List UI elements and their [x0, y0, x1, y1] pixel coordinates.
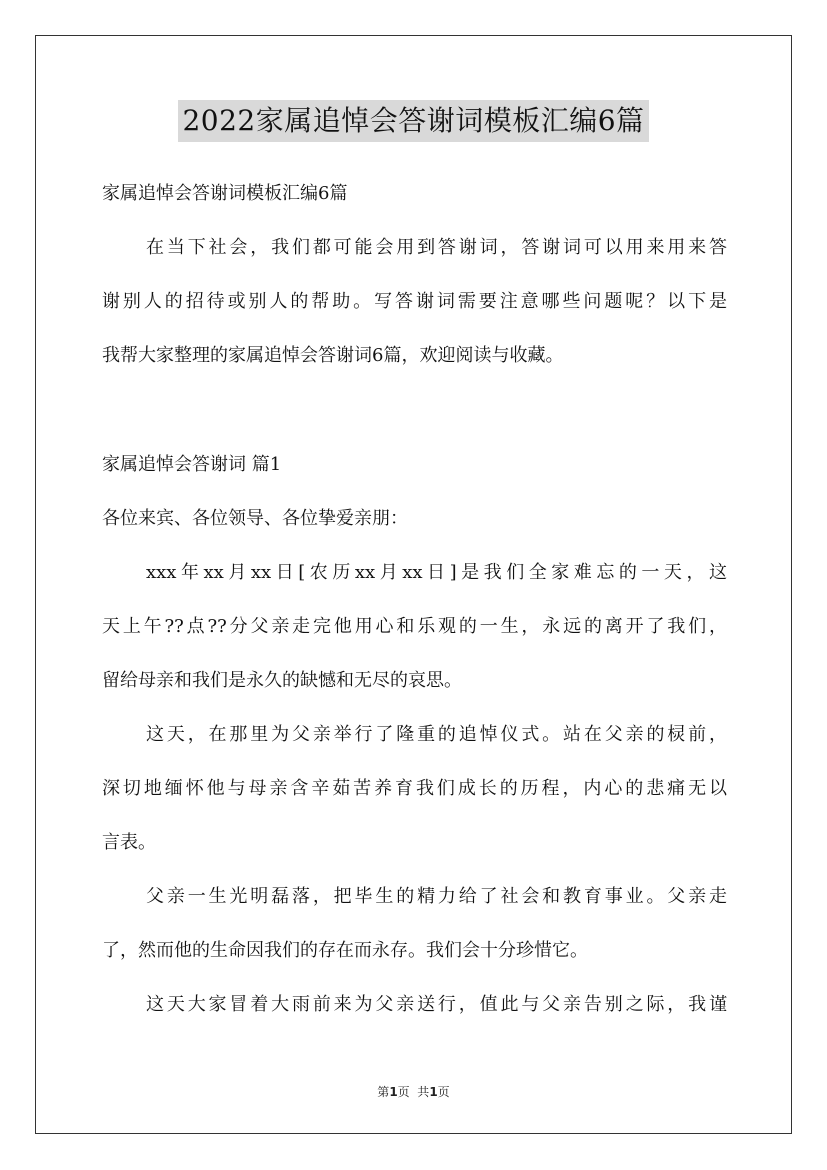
paragraph-2-line-1: 这天，在那里为父亲举行了隆重的追悼仪式。站在父亲的棂前，: [146, 724, 727, 745]
section-heading: 家属追悼会答谢词 篇1: [102, 454, 282, 475]
paragraph-2-line-3: 言表。: [102, 832, 156, 853]
paragraph-1-line-3: 留给母亲和我们是永久的缺憾和无尽的哀思。: [102, 670, 462, 691]
footer-mid: 页 共: [397, 1085, 430, 1099]
document-title: 2022家属追悼会答谢词模板汇编6篇: [178, 100, 648, 142]
paragraph-3-line-1: 父亲一生光明磊落，把毕生的精力给了社会和教育事业。父亲走: [146, 886, 727, 907]
paragraph-1-line-2: 天上午??点??分父亲走完他用心和乐观的一生，永远的离开了我们，: [102, 616, 727, 637]
salutation: 各位来宾、各位领导、各位挚爱亲朋：: [102, 508, 408, 529]
footer-page-total: 1: [429, 1085, 438, 1099]
intro-line-2: 谢别人的招待或别人的帮助。写答谢词需要注意哪些问题呢？以下是: [102, 291, 727, 312]
paragraph-3-line-2: 了，然而他的生命因我们的存在而永存。我们会十分珍惜它。: [102, 940, 588, 961]
page-footer: [0, 1084, 827, 1100]
title-container: [0, 100, 827, 142]
paragraph-2-line-2: 深切地缅怀他与母亲含辛茹苦养育我们成长的历程，内心的悲痛无以: [102, 778, 727, 799]
intro-line-3: 我帮大家整理的家属追悼会答谢词6篇，欢迎阅读与收藏。: [102, 345, 564, 366]
footer-page-current: 1: [389, 1085, 398, 1099]
paragraph-1-line-1: xxx年xx月xx日[农历xx月xx日]是我们全家难忘的一天，这: [146, 562, 727, 583]
paragraph-4-line-1: 这天大家冒着大雨前来为父亲送行，值此与父亲告别之际，我谨: [146, 994, 727, 1015]
intro-line-1: 在当下社会，我们都可能会用到答谢词，答谢词可以用来用来答: [146, 237, 727, 258]
footer-prefix: 第: [377, 1085, 390, 1099]
document-subtitle: 家属追悼会答谢词模板汇编6篇: [102, 183, 348, 204]
footer-suffix: 页: [437, 1085, 450, 1099]
